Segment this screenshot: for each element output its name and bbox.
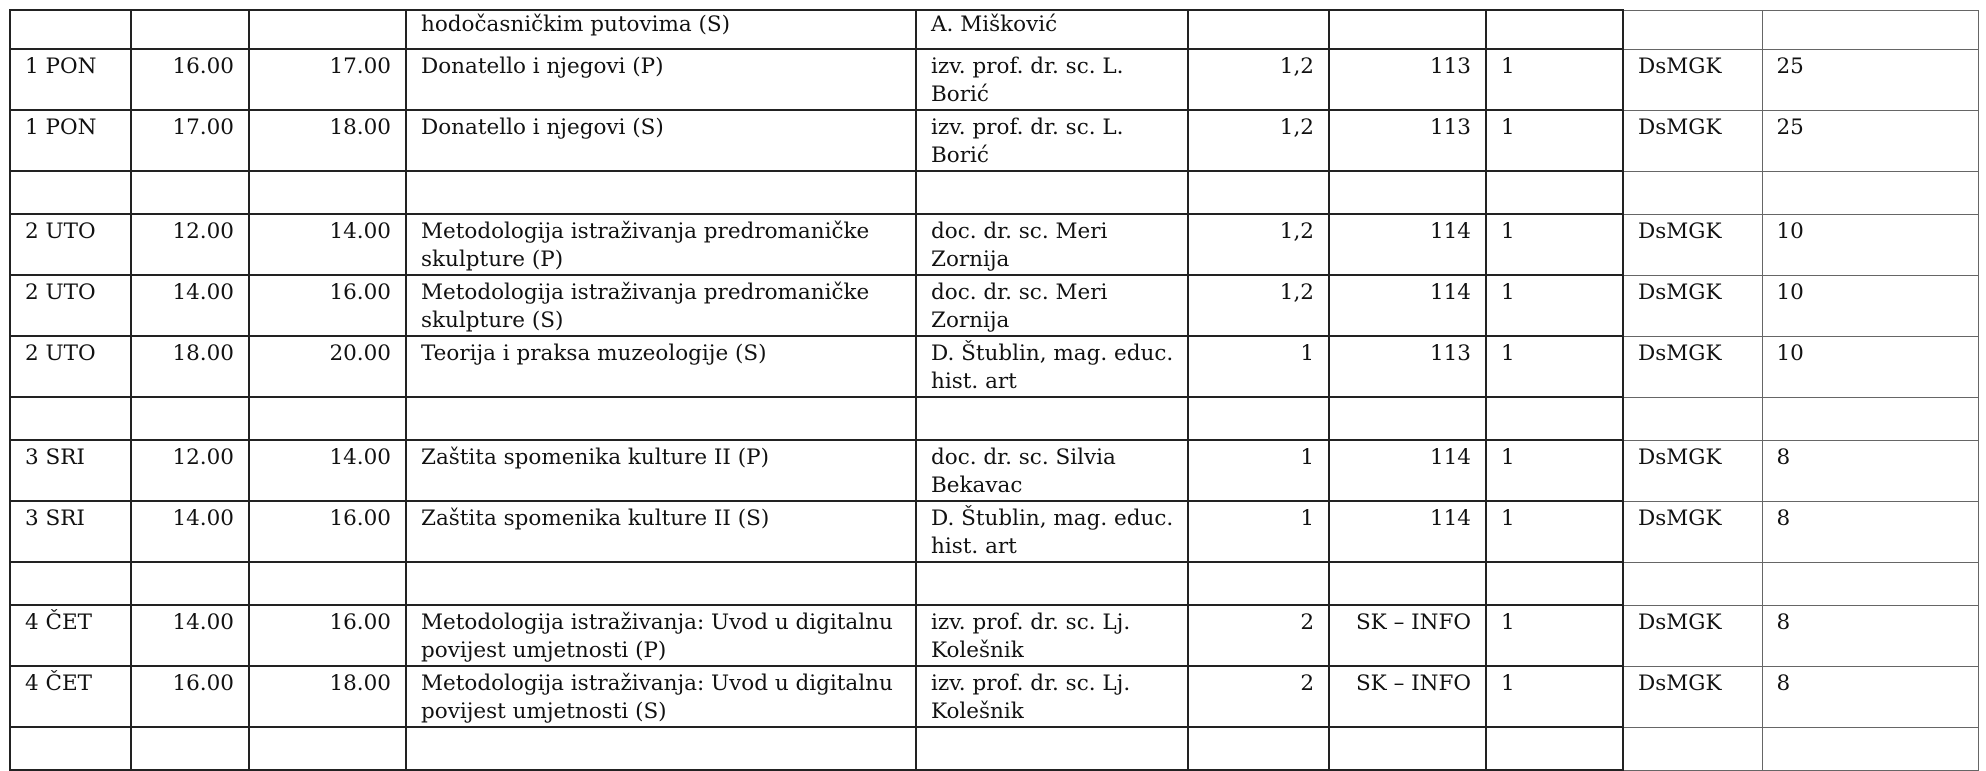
course-cell: Teorija i praksa muzeologije (S) <box>406 336 916 397</box>
program-cell <box>1623 171 1762 214</box>
day-cell: 1 PON <box>10 110 131 171</box>
room-cell: SK – INFO <box>1329 605 1486 666</box>
hours-cell <box>1486 727 1623 770</box>
lecturer-cell: A. Mišković <box>916 10 1188 49</box>
end-time-cell: 14.00 <box>249 214 406 275</box>
lecturer-cell: izv. prof. dr. sc. L. Borić <box>916 49 1188 110</box>
lecturer-cell: D. Štublin, mag. educ. hist. art <box>916 501 1188 562</box>
program-cell: DsMGK <box>1623 440 1762 501</box>
ects-cell <box>1188 727 1329 770</box>
course-cell <box>406 397 916 440</box>
students-cell <box>1762 562 1978 605</box>
day-cell: 4 ČET <box>10 666 131 727</box>
day-cell: 2 UTO <box>10 214 131 275</box>
table-row <box>10 605 1978 666</box>
lecturer-cell <box>916 171 1188 214</box>
lecturer-cell: doc. dr. sc. Meri Zornija <box>916 214 1188 275</box>
start-time-cell: 14.00 <box>131 275 249 336</box>
day-cell: 2 UTO <box>10 336 131 397</box>
empty-row <box>10 727 1978 770</box>
end-time-cell: 16.00 <box>249 605 406 666</box>
room-cell <box>1329 727 1486 770</box>
ects-cell <box>1188 10 1329 49</box>
room-cell: 114 <box>1329 440 1486 501</box>
end-time-cell: 20.00 <box>249 336 406 397</box>
students-cell <box>1762 10 1978 49</box>
hours-cell <box>1486 10 1623 49</box>
start-time-cell: 16.00 <box>131 49 249 110</box>
end-time-cell <box>249 727 406 770</box>
room-cell: 113 <box>1329 110 1486 171</box>
start-time-cell <box>131 562 249 605</box>
room-cell: 114 <box>1329 275 1486 336</box>
students-cell: 8 <box>1762 605 1978 666</box>
lecturer-cell: izv. prof. dr. sc. Lj. Kolešnik <box>916 666 1188 727</box>
program-cell: DsMGK <box>1623 501 1762 562</box>
end-time-cell: 17.00 <box>249 49 406 110</box>
students-cell: 8 <box>1762 440 1978 501</box>
lecturer-cell: doc. dr. sc. Meri Zornija <box>916 275 1188 336</box>
end-time-cell <box>249 10 406 49</box>
hours-cell: 1 <box>1486 666 1623 727</box>
ects-cell: 2 <box>1188 666 1329 727</box>
students-cell: 25 <box>1762 49 1978 110</box>
course-cell: hodočasničkim putovima (S) <box>406 10 916 49</box>
start-time-cell: 12.00 <box>131 440 249 501</box>
hours-cell <box>1486 397 1623 440</box>
course-cell <box>406 562 916 605</box>
program-cell: DsMGK <box>1623 605 1762 666</box>
ects-cell: 2 <box>1188 605 1329 666</box>
students-cell <box>1762 397 1978 440</box>
lecturer-cell: izv. prof. dr. sc. L. Borić <box>916 110 1188 171</box>
table-row <box>10 336 1978 397</box>
start-time-cell: 16.00 <box>131 666 249 727</box>
ects-cell: 1,2 <box>1188 214 1329 275</box>
program-cell: DsMGK <box>1623 49 1762 110</box>
schedule-table <box>9 9 1979 771</box>
students-cell: 8 <box>1762 666 1978 727</box>
program-cell <box>1623 727 1762 770</box>
empty-row <box>10 397 1978 440</box>
program-cell <box>1623 562 1762 605</box>
ects-cell: 1 <box>1188 501 1329 562</box>
table-row <box>10 666 1978 727</box>
end-time-cell <box>249 562 406 605</box>
program-cell <box>1623 10 1762 49</box>
end-time-cell <box>249 397 406 440</box>
ects-cell <box>1188 562 1329 605</box>
course-cell <box>406 727 916 770</box>
start-time-cell: 12.00 <box>131 214 249 275</box>
course-cell <box>406 171 916 214</box>
hours-cell <box>1486 562 1623 605</box>
day-cell: 2 UTO <box>10 275 131 336</box>
course-cell: Metodologija istraživanja predromaničke skulpture (S) <box>406 275 916 336</box>
program-cell: DsMGK <box>1623 275 1762 336</box>
room-cell <box>1329 562 1486 605</box>
students-cell <box>1762 171 1978 214</box>
start-time-cell <box>131 171 249 214</box>
day-cell: 4 ČET <box>10 605 131 666</box>
lecturer-cell <box>916 727 1188 770</box>
hours-cell: 1 <box>1486 440 1623 501</box>
start-time-cell <box>131 727 249 770</box>
lecturer-cell: doc. dr. sc. Silvia Bekavac <box>916 440 1188 501</box>
lecturer-cell: D. Štublin, mag. educ. hist. art <box>916 336 1188 397</box>
empty-row <box>10 562 1978 605</box>
program-cell <box>1623 397 1762 440</box>
start-time-cell: 14.00 <box>131 605 249 666</box>
end-time-cell: 16.00 <box>249 275 406 336</box>
room-cell <box>1329 397 1486 440</box>
lecturer-cell: izv. prof. dr. sc. Lj. Kolešnik <box>916 605 1188 666</box>
end-time-cell: 18.00 <box>249 666 406 727</box>
ects-cell <box>1188 171 1329 214</box>
end-time-cell: 14.00 <box>249 440 406 501</box>
students-cell <box>1762 727 1978 770</box>
program-cell: DsMGK <box>1623 214 1762 275</box>
room-cell: 113 <box>1329 49 1486 110</box>
hours-cell: 1 <box>1486 336 1623 397</box>
room-cell: 114 <box>1329 501 1486 562</box>
hours-cell: 1 <box>1486 275 1623 336</box>
hours-cell <box>1486 171 1623 214</box>
ects-cell <box>1188 397 1329 440</box>
day-cell: 3 SRI <box>10 501 131 562</box>
day-cell: 1 PON <box>10 49 131 110</box>
course-cell: Metodologija istraživanja: Uvod u digitalnu povijest umjetnosti (P) <box>406 605 916 666</box>
room-cell <box>1329 10 1486 49</box>
program-cell: DsMGK <box>1623 110 1762 171</box>
lecturer-cell <box>916 562 1188 605</box>
course-cell: Donatello i njegovi (P) <box>406 49 916 110</box>
ects-cell: 1 <box>1188 440 1329 501</box>
course-cell: Donatello i njegovi (S) <box>406 110 916 171</box>
schedule-body <box>10 10 1978 770</box>
ects-cell: 1,2 <box>1188 110 1329 171</box>
hours-cell: 1 <box>1486 110 1623 171</box>
start-time-cell: 14.00 <box>131 501 249 562</box>
end-time-cell: 18.00 <box>249 110 406 171</box>
table-row <box>10 440 1978 501</box>
students-cell: 10 <box>1762 275 1978 336</box>
program-cell: DsMGK <box>1623 336 1762 397</box>
course-cell: Zaštita spomenika kulture II (P) <box>406 440 916 501</box>
hours-cell: 1 <box>1486 214 1623 275</box>
start-time-cell: 18.00 <box>131 336 249 397</box>
ects-cell: 1 <box>1188 336 1329 397</box>
room-cell <box>1329 171 1486 214</box>
table-row <box>10 214 1978 275</box>
end-time-cell <box>249 171 406 214</box>
day-cell <box>10 10 131 49</box>
course-cell: Metodologija istraživanja: Uvod u digitalnu povijest umjetnosti (S) <box>406 666 916 727</box>
day-cell <box>10 171 131 214</box>
table-row <box>10 275 1978 336</box>
lecturer-cell <box>916 397 1188 440</box>
room-cell: SK – INFO <box>1329 666 1486 727</box>
day-cell <box>10 727 131 770</box>
table-row <box>10 110 1978 171</box>
course-cell: Zaštita spomenika kulture II (S) <box>406 501 916 562</box>
course-cell: Metodologija istraživanja predromaničke skulpture (P) <box>406 214 916 275</box>
start-time-cell <box>131 10 249 49</box>
students-cell: 10 <box>1762 214 1978 275</box>
table-row <box>10 501 1978 562</box>
room-cell: 114 <box>1329 214 1486 275</box>
room-cell: 113 <box>1329 336 1486 397</box>
end-time-cell: 16.00 <box>249 501 406 562</box>
day-cell <box>10 562 131 605</box>
start-time-cell <box>131 397 249 440</box>
table-row <box>10 10 1978 49</box>
table-row <box>10 49 1978 110</box>
day-cell <box>10 397 131 440</box>
hours-cell: 1 <box>1486 605 1623 666</box>
program-cell: DsMGK <box>1623 666 1762 727</box>
ects-cell: 1,2 <box>1188 49 1329 110</box>
students-cell: 10 <box>1762 336 1978 397</box>
hours-cell: 1 <box>1486 49 1623 110</box>
empty-row <box>10 171 1978 214</box>
students-cell: 8 <box>1762 501 1978 562</box>
day-cell: 3 SRI <box>10 440 131 501</box>
students-cell: 25 <box>1762 110 1978 171</box>
start-time-cell: 17.00 <box>131 110 249 171</box>
hours-cell: 1 <box>1486 501 1623 562</box>
ects-cell: 1,2 <box>1188 275 1329 336</box>
